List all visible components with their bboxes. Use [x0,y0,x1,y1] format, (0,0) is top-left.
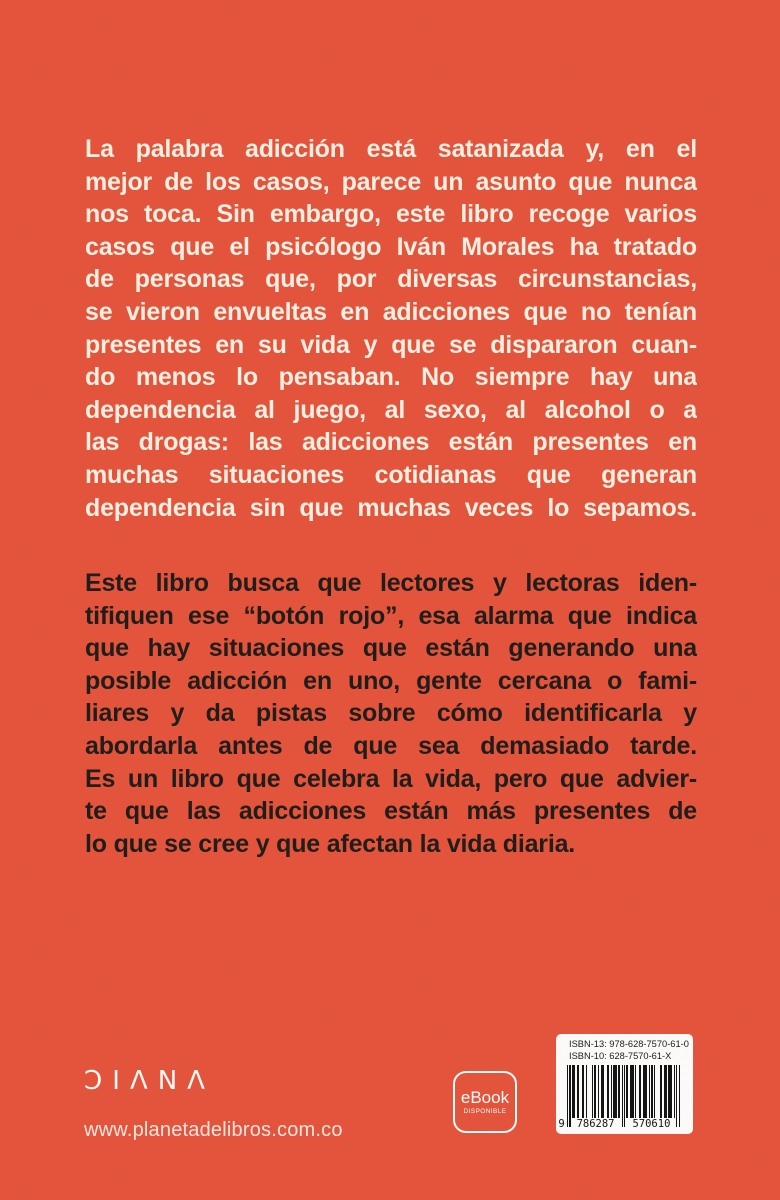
isbn10-text: ISBN-10: 628-7570-61-X [569,1051,672,1061]
text-line: lo que se cree y que afectan la vida diaria. [85,829,576,858]
ebook-badge-title: eBook [460,1088,510,1107]
ebook-badge-subtitle: DISPONIBLE [463,1108,507,1115]
text-line: muchas situaciones cotidianas que generan [85,460,697,489]
isbn13-text: ISBN-13: 978-628-7570-61-0 [569,1039,689,1049]
text-line: mejor de los casos, parece un asunto que nunca [85,167,697,196]
publisher-website-text: www.planetadelibros.com.co [84,1119,343,1141]
text-line: se vieron envueltas en adicciones que no tenían [85,297,697,326]
text-line: liares y da pistas sobre cómo identificarla y [85,699,697,728]
text-line: dependencia sin que muchas veces lo sepamos. [85,493,697,522]
text-line: que hay situaciones que están generando una [85,634,697,663]
ean13-barcode [558,1065,680,1130]
barcode-digit-lead: 9 [558,1118,565,1130]
text-line: posible adicción en uno, gente cercana o fami- [85,666,697,695]
text-line: casos que el psicólogo Iván Morales ha tratado [85,232,697,261]
text-line: tifiquen ese “botón rojo”, esa alarma que indica [85,601,697,630]
text-line: Este libro busca que lectores y lectoras iden- [85,569,697,597]
text-line: presentes en su vida y que se dispararon cuan- [85,330,697,359]
text-line: te que las adicciones están más presentes de [85,797,697,826]
text-line: La palabra adicción está satanizada y, en el [85,135,697,163]
text-line: do menos lo pensaban. No siempre hay una [85,363,697,392]
text-line: de personas que, por diversas circunstancias, [85,265,697,294]
publisher-logo-diana: ƆIΛNΛ [84,1066,215,1096]
synopsis-paragraph-white [85,133,697,524]
text-line: las drogas: las adicciones están presentes en [85,428,697,457]
isbn-barcode-panel [556,1034,693,1134]
ebook-available-badge [453,1071,517,1133]
synopsis-paragraph-black [85,567,697,860]
barcode-digits-group2: 570610 [626,1118,676,1131]
text-line: abordarla antes de que sea demasiado tarde. [85,731,697,760]
text-line: dependencia al juego, al sexo, al alcohol o a [85,395,697,424]
text-line: nos toca. Sin embargo, este libro recoge varios [85,200,697,229]
barcode-digits-group1: 786287 [571,1118,621,1131]
barcode-module [679,1065,680,1127]
text-line: Es un libro que celebra la vida, pero que advier- [85,764,697,793]
